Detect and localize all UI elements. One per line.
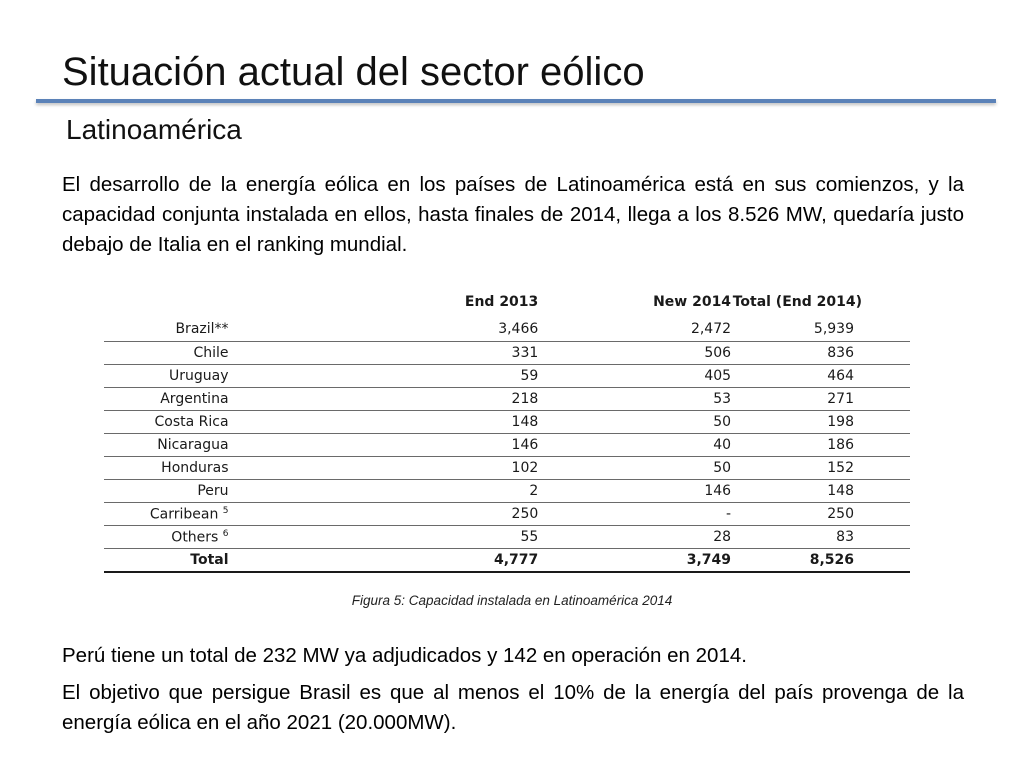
country-name: Others bbox=[171, 529, 219, 546]
end-2013-cell: 3,466 bbox=[229, 317, 539, 342]
new-2014-cell: 28 bbox=[538, 526, 731, 549]
table-row bbox=[104, 411, 910, 434]
country-name: Total bbox=[190, 552, 229, 568]
table-header-row bbox=[104, 287, 910, 317]
table-total-row bbox=[104, 549, 910, 573]
end-2013-cell: 2 bbox=[229, 480, 539, 503]
country-cell bbox=[104, 434, 229, 457]
table-row bbox=[104, 365, 910, 388]
new-2014-cell: 506 bbox=[538, 342, 731, 365]
end-2013-cell: 218 bbox=[229, 388, 539, 411]
country-name: Uruguay bbox=[169, 368, 229, 384]
total-end-2014-cell: 8,526 bbox=[731, 549, 910, 573]
country-name: Nicaragua bbox=[157, 437, 229, 453]
country-cell bbox=[104, 503, 229, 526]
country-cell bbox=[104, 411, 229, 434]
country-name: Honduras bbox=[161, 460, 229, 476]
new-2014-cell: 3,749 bbox=[538, 549, 731, 573]
table-row bbox=[104, 503, 910, 526]
country-cell bbox=[104, 365, 229, 388]
end-2013-cell: 4,777 bbox=[229, 549, 539, 573]
table-row bbox=[104, 480, 910, 503]
end-2013-cell: 250 bbox=[229, 503, 539, 526]
table-row bbox=[104, 342, 910, 365]
country-cell bbox=[104, 526, 229, 549]
country-name: Brazil** bbox=[175, 321, 229, 337]
table-row bbox=[104, 434, 910, 457]
new-2014-cell: 40 bbox=[538, 434, 731, 457]
total-end-2014-cell: 271 bbox=[731, 388, 910, 411]
country-cell bbox=[104, 342, 229, 365]
table-row bbox=[104, 457, 910, 480]
title-divider bbox=[36, 99, 996, 103]
country-cell bbox=[104, 388, 229, 411]
total-end-2014-cell: 148 bbox=[731, 480, 910, 503]
new-2014-cell: - bbox=[538, 503, 731, 526]
country-cell bbox=[104, 480, 229, 503]
country-name: Argentina bbox=[160, 391, 229, 407]
new-2014-cell: 2,472 bbox=[538, 317, 731, 342]
country-name: Carribean bbox=[149, 506, 219, 523]
country-cell bbox=[104, 317, 229, 342]
brazil-paragraph: El objetivo que persigue Brasil es que al menos el 10% de la energía del país provenga de la energía eólica en el año 2021 (20.000MW). bbox=[62, 681, 964, 734]
new-2014-cell: 50 bbox=[538, 457, 731, 480]
new-2014-cell: 53 bbox=[538, 388, 731, 411]
total-end-2014-cell: 152 bbox=[731, 457, 910, 480]
end-2013-cell: 102 bbox=[229, 457, 539, 480]
end-2013-cell: 55 bbox=[229, 526, 539, 549]
intro-paragraph: El desarrollo de la energía eólica en los países de Latinoamérica está en sus comienzos, y la capacidad conjunta instalada en ellos, hasta finales de 2014, llega a los 8.526 MW, quedaría justo debajo de Italia en el ranking mundial. bbox=[62, 173, 964, 256]
peru-paragraph: Perú tiene un total de 232 MW ya adjudicados y 142 en operación en 2014. bbox=[62, 644, 747, 667]
end-2013-cell: 148 bbox=[229, 411, 539, 434]
total-end-2014-cell: 464 bbox=[731, 365, 910, 388]
column-header-total-end-2014: Total (End 2014) bbox=[732, 294, 862, 310]
slide-title: Situación actual del sector eólico bbox=[62, 50, 645, 94]
country-name: Chile bbox=[193, 345, 229, 361]
table-row bbox=[104, 317, 910, 342]
table-body bbox=[104, 317, 910, 572]
footnote-marker: 6 bbox=[222, 528, 229, 539]
total-end-2014-cell: 250 bbox=[731, 503, 910, 526]
end-2013-cell: 331 bbox=[229, 342, 539, 365]
column-header-country bbox=[104, 287, 229, 317]
country-cell bbox=[104, 457, 229, 480]
new-2014-cell: 146 bbox=[538, 480, 731, 503]
total-end-2014-cell: 836 bbox=[731, 342, 910, 365]
capacity-table-container bbox=[104, 287, 910, 573]
table-row bbox=[104, 388, 910, 411]
new-2014-cell: 50 bbox=[538, 411, 731, 434]
new-2014-cell: 405 bbox=[538, 365, 731, 388]
figure-caption: Figura 5: Capacidad instalada en Latinoamérica 2014 bbox=[351, 593, 673, 608]
country-cell bbox=[104, 549, 229, 573]
country-name: Costa Rica bbox=[154, 414, 229, 430]
end-2013-cell: 146 bbox=[229, 434, 539, 457]
country-name: Peru bbox=[197, 483, 229, 499]
end-2013-cell: 59 bbox=[229, 365, 539, 388]
total-end-2014-cell: 5,939 bbox=[731, 317, 910, 342]
total-end-2014-cell: 186 bbox=[731, 434, 910, 457]
total-end-2014-cell: 198 bbox=[731, 411, 910, 434]
column-header-end-2013: End 2013 bbox=[464, 294, 539, 310]
footnote-marker: 5 bbox=[222, 505, 229, 516]
table-row bbox=[104, 526, 910, 549]
column-header-new-2014: New 2014 bbox=[653, 294, 732, 310]
slide-subtitle: Latinoamérica bbox=[66, 114, 242, 145]
total-end-2014-cell: 83 bbox=[731, 526, 910, 549]
capacity-table bbox=[104, 287, 910, 573]
